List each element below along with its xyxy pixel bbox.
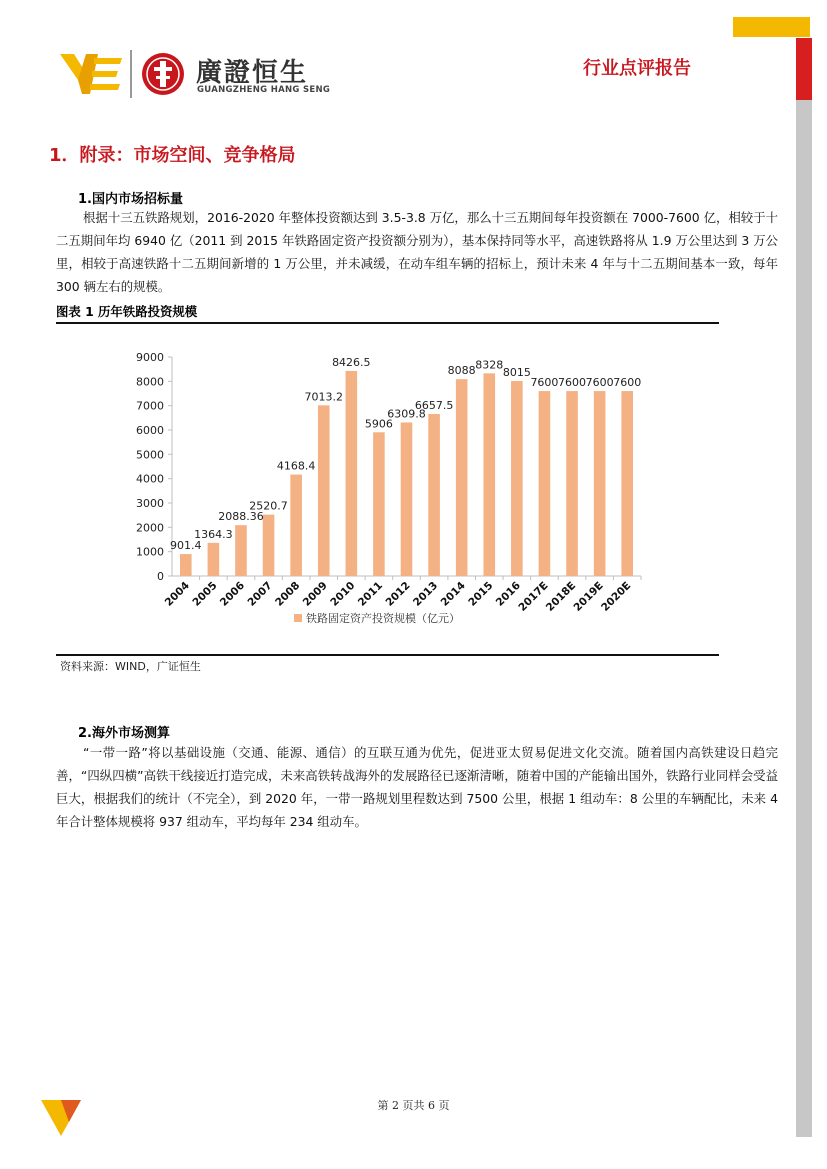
figure-source: 资料来源：WIND，广证恒生 [60,660,201,673]
paragraph-domestic-text: 根据十三五铁路规划，2016-2020 年整体投资额达到 3.5-3.8 万亿，那么十三五期间每年投资额在 7000-7600 亿，相较于十二五期间年均 6940 亿（2011 到 2015 年铁路固定资产投资额分别为），基本保持同等水平，高速铁路将从 1.9 万公里达到 3 万公里，相较于高速铁路十二五期间新增的 1 万公里，并未减缓，在动车组车辆的招标上，预计未来 4 年与十二五期间基本一致，每年 300 辆左右的规模。 [56,210,778,294]
bar-2005 [208,543,220,576]
bar-value-label: 7600 [613,376,642,390]
bar-value-label: 2520.7 [249,499,288,513]
x-tick-label: 2015 [466,579,496,609]
bar-value-label: 8015 [502,365,531,379]
bar-value-label: 8088 [447,364,476,378]
paragraph-domestic [56,206,778,298]
y-tick-label: 8000 [136,375,164,389]
y-tick-label: 3000 [136,497,164,510]
legend-label: 铁路固定资产投资规模（亿元） [306,612,460,625]
x-tick-label: 2020E [599,579,634,614]
x-tick-label: 2016 [493,579,523,609]
figure-title: 图表 1 历年铁路投资规模 [56,304,198,319]
bar-value-label: 5906 [364,417,393,431]
header-red-bar [796,38,812,100]
bar-value-label: 7600 [558,376,587,390]
brand-name-cn: 廣證恒生 [196,58,309,88]
bar-2006 [235,525,247,576]
x-tick-label: 2017E [516,579,551,614]
y-tick-label: 2000 [136,521,164,535]
bar-2018E [566,391,578,576]
x-tick-label: 2004 [162,579,192,609]
y-tick-label: 5000 [136,448,164,462]
x-tick-label: 2014 [438,579,468,609]
bar-value-label: 2088.36 [218,510,264,524]
x-tick-label: 2008 [273,579,303,609]
bar-value-label: 6657.5 [414,399,454,413]
x-tick-label: 2005 [190,579,220,609]
figure-top-rule [56,322,719,324]
x-tick-label: 2009 [300,579,330,609]
legend-swatch [294,614,302,622]
bar-value-label: 901.4 [170,539,202,553]
bar-value-label: 6309.8 [387,407,426,421]
logo-divider [130,50,132,98]
x-tick-label: 2010 [328,579,358,609]
bar-2012 [401,422,413,576]
footer-triangle-icon [41,1100,81,1140]
x-tick-label: 2012 [383,579,413,609]
x-tick-label: 2018E [543,579,579,614]
bar-2015 [483,373,495,576]
bar-value-label: 4168.4 [276,459,316,473]
paragraph-overseas [56,741,778,833]
bar-2010 [346,371,358,576]
brand-name-en: GUANGZHENG HANG SENG [197,85,331,95]
bar-2004 [180,554,192,576]
y-tick-label: 1000 [136,545,164,559]
y-tick-label: 9000 [136,351,164,364]
y-tick-label: 7000 [136,399,164,413]
bar-2007 [263,515,275,576]
bar-value-label: 7600 [530,376,559,390]
bar-2019E [594,391,606,576]
bar-value-label: 7600 [585,376,614,390]
y-tick-label: 4000 [136,472,164,486]
bar-value-label: 1364.3 [194,527,233,541]
x-tick-label: 2013 [411,579,441,609]
bar-2014 [456,379,468,576]
x-tick-label: 2007 [245,579,275,609]
x-tick-label: 2006 [217,579,248,609]
report-type-label: 行业点评报告 [583,58,691,79]
paragraph-overseas-text: “一带一路”将以基础设施（交通、能源、通信）的互联互通为优先，促进亚太贸易促进文化交流。随着国内高铁建设日趋完善，“四纵四横”高铁干线接近打造完成，未来高铁转战海外的发展路径已逐渐清晰，随着中国的产能输出国外，铁路行业同样会受益巨大，根据我们的统计（不完全），到 2020 年，一带一路规划里程数达到 7500 公里，根据 1 组动车：8 公里的车辆配比，未来 4 年合计整体规模将 937 组动车，平均每年 234 组动车。 [56,745,778,829]
bar-2008 [290,475,302,576]
figure-bottom-rule [56,654,719,656]
x-tick-label: 2019E [571,579,606,614]
section-title: 1．附录：市场空间、竞争格局 [49,145,296,166]
bar-2020E [621,391,633,576]
company-logo-icon [60,54,124,94]
bar-2013 [428,414,440,576]
bar-value-label: 8426.5 [332,355,371,369]
brand-seal-icon [141,52,185,96]
bar-2009 [318,405,330,576]
bar-2011 [373,432,385,576]
y-tick-label: 0 [157,570,164,583]
x-tick-label: 2011 [355,579,386,609]
y-tick-label: 6000 [136,424,164,437]
bar-2016 [511,381,523,576]
header-yellow-bar [733,17,810,37]
page-number: 第 2 页共 6 页 [377,1099,450,1112]
side-gray-bar [796,100,812,1137]
subsection-title-domestic: 1.国内市场招标量 [78,192,183,207]
bar-value-label: 8328 [475,358,504,372]
subsection-title-overseas: 2.海外市场测算 [78,726,170,741]
investment-bar-chart [56,330,719,652]
bar-2017E [539,391,551,576]
bar-value-label: 7013.2 [304,390,343,404]
